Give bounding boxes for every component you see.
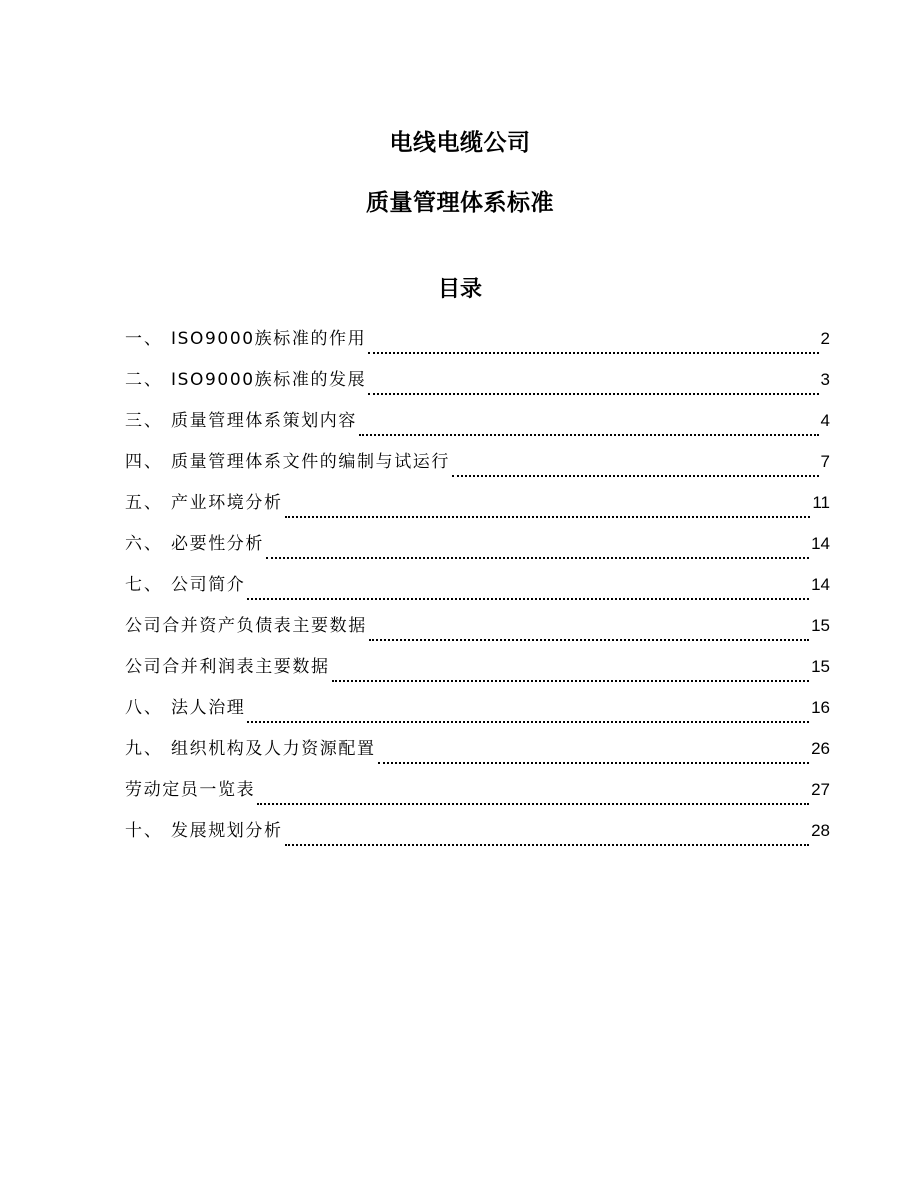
toc-entry-page: 2 (820, 329, 830, 348)
toc-entry-title: 法人治理 (171, 698, 246, 718)
toc-entry-title: 组织机构及人力资源配置 (171, 739, 376, 759)
toc-entry-page: 26 (811, 739, 830, 758)
toc-entry[interactable] (125, 571, 830, 612)
toc-entry-number: 一、 (125, 329, 163, 349)
toc-dot-leader (285, 844, 809, 846)
toc-entry-title: 公司合并资产负债表主要数据 (125, 616, 367, 636)
toc-entry[interactable] (125, 530, 830, 571)
toc-entry[interactable] (125, 817, 830, 858)
toc-entry[interactable] (125, 407, 830, 448)
toc-entry-title: 公司简介 (171, 575, 246, 595)
toc-dot-leader (369, 639, 809, 641)
toc-entry-title: 公司合并利润表主要数据 (125, 657, 330, 677)
toc-entry[interactable] (125, 776, 830, 817)
toc-entry-page: 28 (811, 821, 830, 840)
toc-entry[interactable] (125, 489, 830, 530)
toc-entry-number: 三、 (125, 411, 163, 431)
toc-entry-number: 十、 (125, 821, 163, 841)
company-title: 电线电缆公司 (389, 130, 531, 156)
toc-entry-page: 14 (811, 534, 830, 553)
toc-entry-title: ISO9000族标准的发展 (171, 370, 367, 390)
toc-entry-page: 16 (811, 698, 830, 717)
toc-entry[interactable] (125, 366, 830, 407)
toc-entry[interactable] (125, 735, 830, 776)
toc-entry-number: 七、 (125, 575, 163, 595)
toc-entry[interactable] (125, 612, 830, 653)
toc-entry-page: 4 (820, 411, 830, 430)
toc-entry-number: 四、 (125, 452, 163, 472)
toc-entry-number: 五、 (125, 493, 163, 513)
table-of-contents (125, 325, 830, 858)
toc-dot-leader (368, 393, 818, 395)
toc-dot-leader (266, 557, 809, 559)
toc-entry[interactable] (125, 448, 830, 489)
toc-entry-title: 发展规划分析 (171, 821, 283, 841)
toc-dot-leader (378, 762, 809, 764)
toc-dot-leader (247, 598, 809, 600)
toc-dot-leader (247, 721, 809, 723)
toc-entry-page: 14 (811, 575, 830, 594)
toc-entry-page: 15 (811, 616, 830, 635)
toc-entry-number: 二、 (125, 370, 163, 390)
toc-entry-number: 八、 (125, 698, 163, 718)
toc-entry[interactable] (125, 694, 830, 735)
toc-dot-leader (285, 516, 811, 518)
toc-entry-title: 质量管理体系文件的编制与试运行 (171, 452, 450, 472)
toc-entry-page: 3 (820, 370, 830, 389)
toc-entry[interactable] (125, 325, 830, 366)
toc-dot-leader (452, 475, 819, 477)
toc-entry-page: 7 (820, 452, 830, 471)
toc-dot-leader (359, 434, 819, 436)
toc-dot-leader (257, 803, 809, 805)
toc-dot-leader (332, 680, 809, 682)
toc-entry-title: 劳动定员一览表 (125, 780, 256, 800)
toc-entry-number: 六、 (125, 534, 163, 554)
toc-entry-page: 15 (811, 657, 830, 676)
toc-heading: 目录 (437, 277, 482, 302)
toc-entry[interactable] (125, 653, 830, 694)
toc-entry-number: 九、 (125, 739, 163, 759)
toc-entry-title: 质量管理体系策划内容 (171, 411, 357, 431)
document-title: 质量管理体系标准 (366, 190, 554, 216)
toc-entry-title: ISO9000族标准的作用 (171, 329, 367, 349)
toc-entry-page: 27 (811, 780, 830, 799)
toc-dot-leader (368, 352, 818, 354)
toc-entry-page: 11 (812, 493, 830, 512)
toc-entry-title: 产业环境分析 (171, 493, 283, 513)
toc-entry-title: 必要性分析 (171, 534, 264, 554)
